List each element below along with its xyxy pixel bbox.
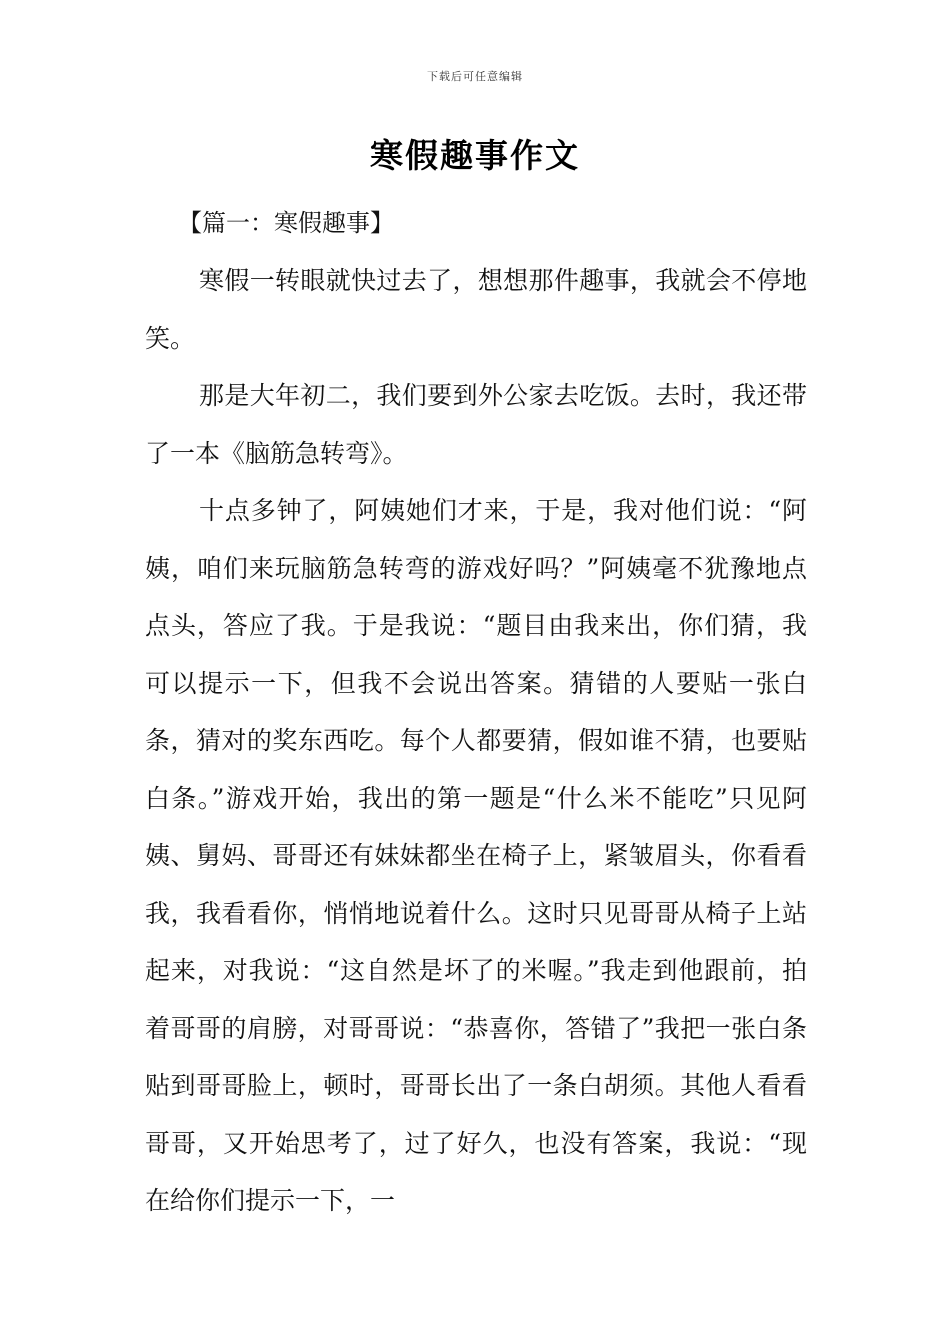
section-heading: 【篇一：寒假趣事】 <box>178 209 394 237</box>
document-body <box>145 252 807 1230</box>
paragraph: 十点多钟了，阿姨她们才来，于是，我对他们说：“阿姨，咱们来玩脑筋急转弯的游戏好吗？”阿姨毫不犹豫地点点头，答应了我。于是我说：“题目由我来出，你们猜，我可以提示一下，但我不会说出答案。猜错的人要贴一张白条，猜对的奖东西吃。每个人都要猜，假如谁不猜，也要贴白条。”游戏开始，我出的第一题是“什么米不能吃”只见阿姨、舅妈、哥哥还有妹妹都坐在椅子上，紧皱眉头，你看看我，我看看你，悄悄地说着什么。这时只见哥哥从椅子上站起来，对我说：“这自然是坏了的米喔。”我走到他跟前，拍着哥哥的肩膀，对哥哥说：“恭喜你，答错了”我把一张白条贴到哥哥脸上，顿时，哥哥长出了一条白胡须。其他人看看哥哥，又开始思考了，过了好久，也没有答案，我说：“现在给你们提示一下，一 <box>145 496 807 1215</box>
document-title: 寒假趣事作文 <box>370 136 580 175</box>
paragraph: 寒假一转眼就快过去了，想想那件趣事，我就会不停地笑。 <box>145 266 807 353</box>
paragraph: 那是大年初二，我们要到外公家去吃饭。去时，我还带了一本《脑筋急转弯》。 <box>145 381 807 468</box>
header-note: 下载后可任意编辑 <box>427 70 523 83</box>
